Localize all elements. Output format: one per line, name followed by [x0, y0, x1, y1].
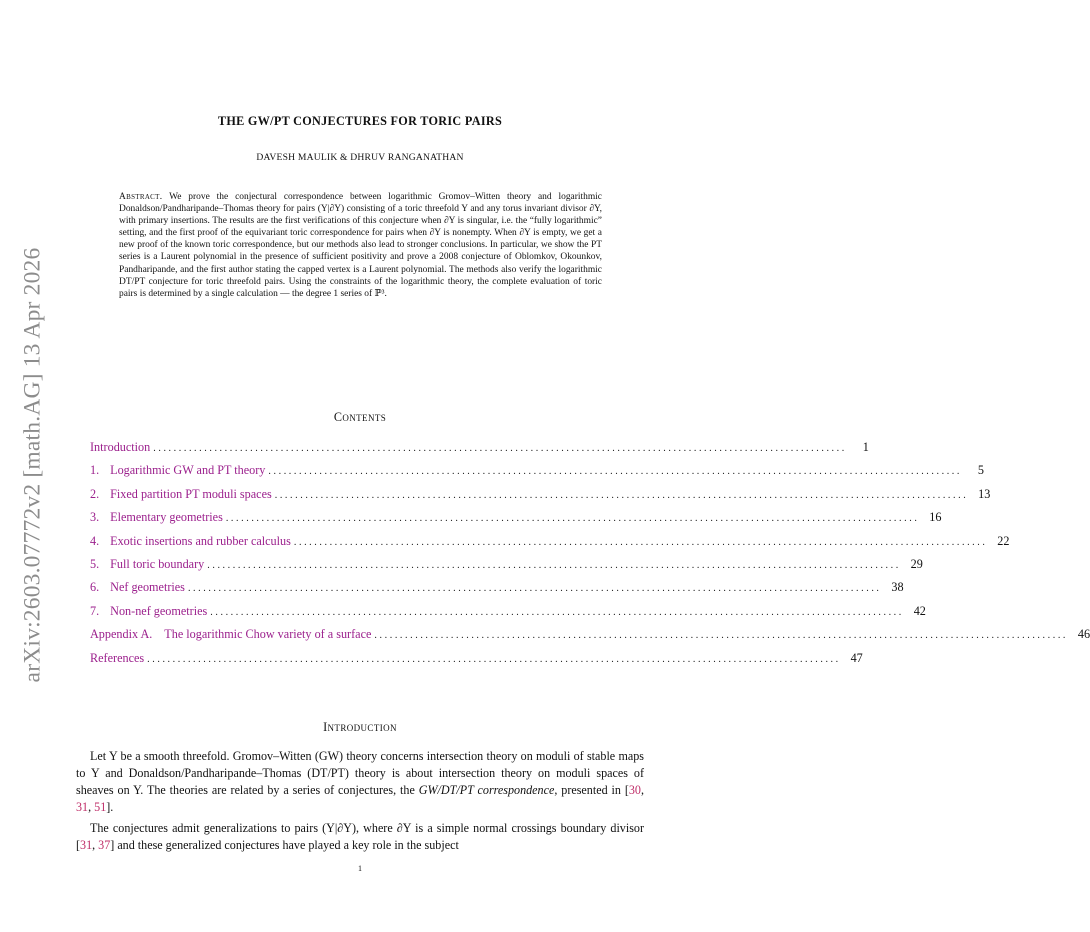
paragraph — [76, 820, 644, 854]
text-run: , — [640, 782, 644, 797]
abstract-label: Abstract. — [119, 192, 163, 202]
contents-heading: Contents — [333, 410, 387, 424]
citation-link[interactable]: 30 — [628, 782, 641, 797]
toc-number[interactable]: Appendix A. — [90, 627, 153, 642]
table-of-contents — [90, 440, 1090, 674]
toc-entry-section-6[interactable] — [90, 580, 904, 603]
emphasis: GW/DT/PT correspondence — [418, 782, 555, 797]
toc-leader: ........................................................................................................................................ — [268, 466, 962, 478]
toc-link[interactable]: Non-nef geometries — [110, 603, 208, 618]
toc-number[interactable]: 1. — [90, 463, 100, 478]
toc-leader: ........................................................................................................................................ — [210, 606, 904, 618]
toc-leader: ........................................................................................................................................ — [153, 443, 847, 454]
toc-number[interactable]: 2. — [90, 486, 100, 501]
toc-leader: ........................................................................................................................................ — [225, 513, 920, 525]
toc-number[interactable]: 4. — [90, 533, 100, 548]
toc-entry-section-3[interactable] — [90, 510, 942, 533]
toc-number[interactable]: 3. — [90, 510, 100, 525]
paper-authors: DAVESH MAULIK & DHRUV RANGANATHAN — [256, 152, 464, 163]
toc-page-number: 1 — [862, 440, 869, 454]
toc-number[interactable]: 7. — [90, 603, 100, 618]
citation-link[interactable]: 31 — [76, 799, 89, 814]
toc-leader: ........................................................................................................................................ — [187, 583, 882, 595]
toc-link[interactable]: Full toric boundary — [110, 556, 205, 571]
toc-link[interactable]: The logarithmic Chow variety of a surface — [164, 627, 372, 642]
citation-link[interactable]: 51 — [94, 799, 107, 814]
toc-leader: ........................................................................................................................................ — [207, 559, 901, 571]
abstract-text: We prove the conjectural correspondence between logarithmic Gromov–Witten theory and logarithmic Donaldson/Pandharipande–Thomas theory for pairs (Y|∂Y) consisting of a toric threefold Y and any torus invariant divisor ∂Y, with primary insertions. The results are the first verifications of this conjecture when ∂Y is singular, i.e. the “fully logarithmic” setting, and the first proof of the equivariant toric correspondence for pairs when ∂Y is nonempty. When ∂Y is empty, we get a new proof of the known toric correspondence, but our methods also lead to stronger conclusions. In particular, we show the PT series is a Laurent polynomial in the presence of sufficient positivity and prove a 2008 conjecture of Oblomkov, Okounkov, Pandharipande, and the first author stating the capped vertex is a Laurent polynomial. The methods also verify the logarithmic DT/PT conjecture for toric threefold pairs. Using the constraints of the logarithmic theory, the complete evaluation of toric pairs is determined by a single calculation — the degree 1 series of ℙ³. — [119, 192, 602, 299]
abstract — [119, 191, 602, 300]
toc-link[interactable]: Elementary geometries — [110, 510, 223, 525]
toc-entry-introduction[interactable] — [90, 440, 869, 463]
toc-entry-section-1[interactable] — [90, 463, 984, 486]
text-run: , — [92, 837, 99, 852]
toc-entry-appendix-a[interactable] — [90, 627, 1090, 650]
page-number: 1 — [358, 864, 362, 873]
toc-page-number: 5 — [977, 463, 984, 478]
toc-page-number: 42 — [913, 603, 926, 618]
toc-leader: ........................................................................................................................................ — [274, 489, 969, 501]
toc-page-number: 46 — [1077, 627, 1090, 642]
citation-link[interactable]: 31 — [80, 837, 93, 852]
introduction-body — [76, 748, 644, 857]
introduction-heading: Introduction — [323, 720, 397, 734]
arxiv-stamp — [8, 240, 58, 690]
paragraph — [76, 748, 644, 816]
toc-page-number: 29 — [910, 556, 923, 571]
toc-page-number: 22 — [997, 533, 1010, 548]
toc-page-number: 13 — [978, 486, 991, 501]
toc-number[interactable]: 5. — [90, 556, 100, 571]
toc-leader: ........................................................................................................................................ — [374, 630, 1069, 642]
toc-link[interactable]: Nef geometries — [110, 580, 185, 595]
toc-link[interactable]: Logarithmic GW and PT theory — [110, 463, 266, 478]
text-run: Let Y be a smooth threefold. Gromov–Witten (GW) theory concerns intersection theory on moduli of stable maps to Y and Donaldson/Pandharipande–Thomas (DT/PT) theory is about intersection theory on moduli spaces of sheaves on Y. The theories are related by a series of conjectures, the — [76, 749, 644, 797]
toc-number[interactable]: 6. — [90, 580, 100, 595]
text-run: ] and these generalized conjectures have played a key role in the subject — [110, 837, 459, 852]
toc-page-number: 47 — [850, 650, 863, 665]
text-run: , — [88, 799, 95, 814]
text-run: ]. — [106, 799, 114, 814]
text-run: , presented in [ — [554, 782, 629, 797]
citation-link[interactable]: 37 — [98, 837, 111, 852]
toc-link[interactable]: Introduction — [90, 440, 151, 454]
text-run: The conjectures admit generalizations to pairs (Y|∂Y), where ∂Y is a simple normal crossings boundary divisor [ — [76, 820, 644, 852]
toc-page-number: 38 — [891, 580, 904, 595]
arxiv-identifier: arXiv:2603.07772v2 [math.AG] 13 Apr 2026 — [19, 247, 46, 683]
toc-entry-section-4[interactable] — [90, 533, 1010, 557]
toc-link[interactable]: Exotic insertions and rubber calculus — [110, 533, 291, 548]
toc-leader: ........................................................................................................................................ — [147, 653, 841, 665]
toc-entry-references[interactable] — [90, 650, 863, 674]
toc-link[interactable]: References — [90, 650, 145, 665]
toc-entry-section-2[interactable] — [90, 486, 991, 510]
toc-entry-section-5[interactable] — [90, 556, 923, 580]
toc-link[interactable]: Fixed partition PT moduli spaces — [110, 486, 272, 501]
toc-entry-section-7[interactable] — [90, 603, 926, 627]
paper-title: THE GW/PT CONJECTURES FOR TORIC PAIRS — [217, 114, 503, 128]
toc-page-number: 16 — [929, 510, 942, 525]
toc-leader: ........................................................................................................................................ — [293, 536, 988, 548]
